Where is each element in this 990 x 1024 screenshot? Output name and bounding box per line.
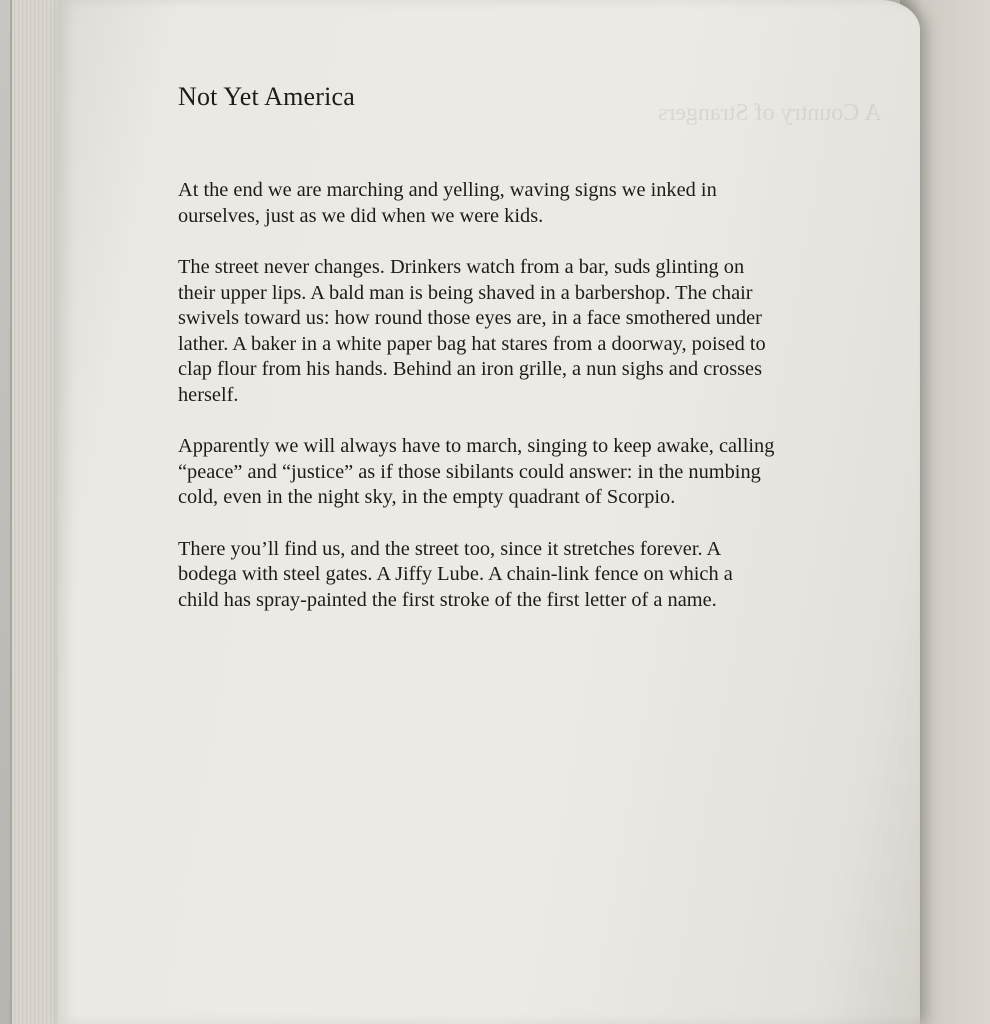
stanza-line: herself. bbox=[178, 383, 239, 406]
stanza-4 bbox=[178, 537, 878, 614]
facing-page-running-head: A Country of Strangers bbox=[658, 100, 882, 126]
poem-title: Not Yet America bbox=[178, 82, 356, 111]
poem bbox=[178, 82, 878, 639]
stanza-line: child has spray-painted the first stroke of the first letter of a name. bbox=[178, 588, 717, 611]
stanza-line: The street never changes. Drinkers watch from a bar, suds glinting on bbox=[178, 256, 745, 278]
stanza-2 bbox=[178, 255, 878, 408]
stanza-line: cold, even in the night sky, in the empty quadrant of Scorpio. bbox=[178, 486, 676, 508]
stanza-line: Apparently we will always have to march, singing to keep awake, calling bbox=[178, 435, 775, 457]
stanza-line: swivels toward us: how round those eyes are, in a face smothered under bbox=[178, 307, 762, 329]
stanza-line: clap flour from his hands. Behind an iron grille, a nun sighs and crosses bbox=[178, 358, 763, 380]
stanza-3 bbox=[178, 434, 878, 511]
stanza-line: There you’ll find us, and the street too, since it stretches forever. A bbox=[178, 537, 722, 560]
stanza-line: ourselves, just as we did when we were kids. bbox=[178, 204, 544, 227]
stanza-line: At the end we are marching and yelling, waving signs we inked in bbox=[178, 179, 717, 201]
stanza-line: lather. A baker in a white paper bag hat stares from a doorway, poised to bbox=[178, 332, 766, 355]
stanza-line: “peace” and “justice” as if those sibilants could answer: in the numbing bbox=[178, 460, 761, 483]
book-page bbox=[58, 0, 920, 1024]
stanza-1 bbox=[178, 178, 878, 229]
stanza-line: their upper lips. A bald man is being shaved in a barbershop. The chair bbox=[178, 281, 753, 304]
stanza-line: bodega with steel gates. A Jiffy Lube. A chain-link fence on which a bbox=[178, 563, 733, 585]
